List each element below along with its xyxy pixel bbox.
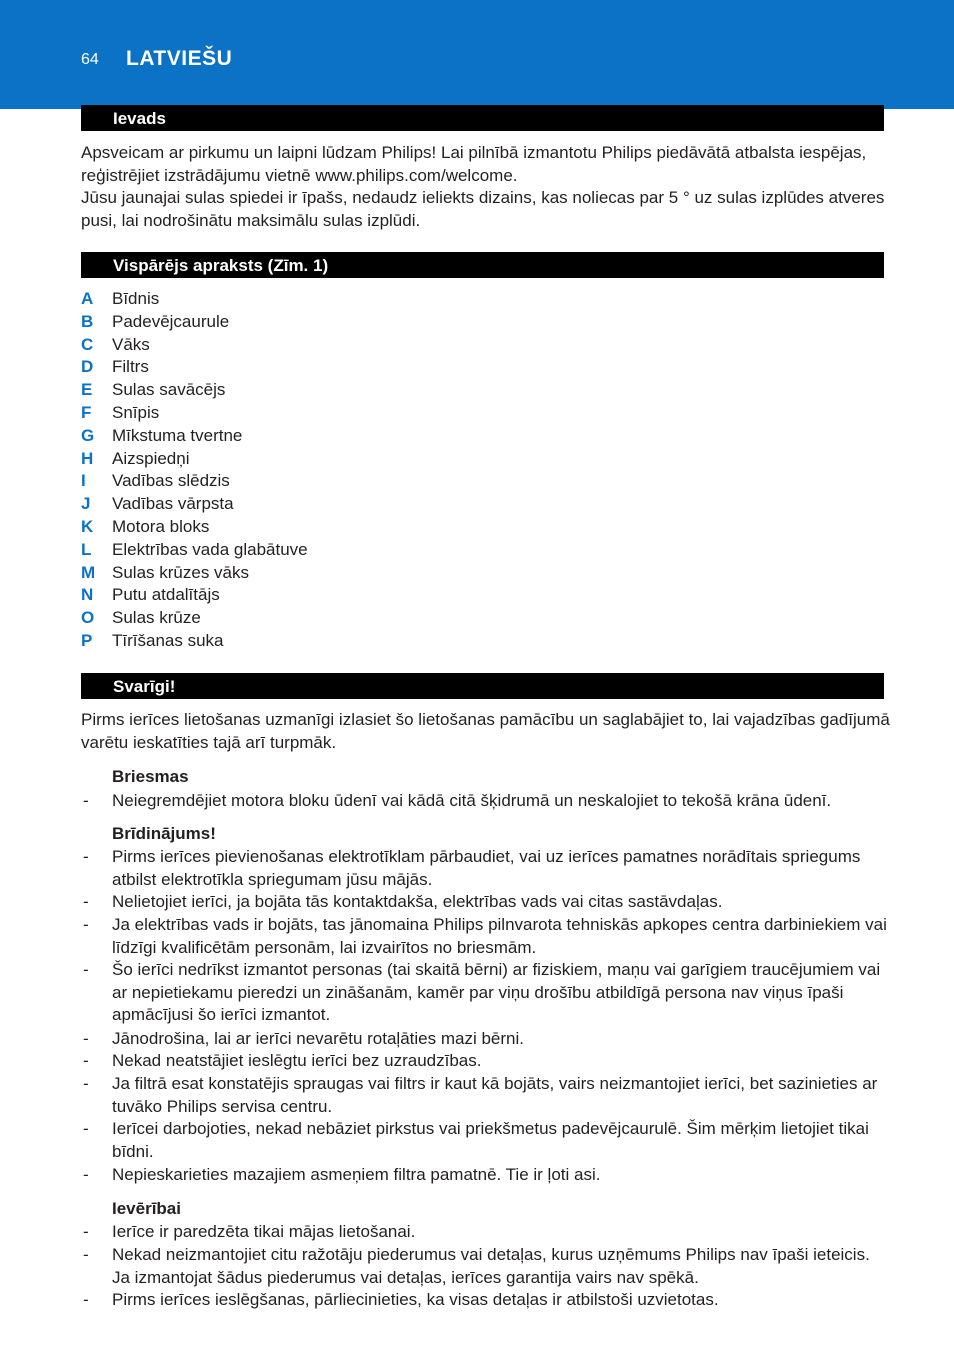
bullet-text: Ierīcei darbojoties, nekad nebāziet pirkstus vai priekšmetus padevējcaurulē. Šim mērķim lietojiet tikai bīdni. <box>112 1119 869 1161</box>
parts-list <box>81 288 481 653</box>
part-name: Putu atdalītājs <box>112 585 220 605</box>
bullet-text: Nepieskarieties mazajiem asmeņiem filtra pamatnē. Tie ir ļoti asi. <box>112 1165 601 1184</box>
part-name: Sulas krūzes vāks <box>112 562 249 582</box>
dash: - <box>83 1029 89 1048</box>
list-item <box>81 1118 891 1163</box>
bullet-text: Pirms ierīces ieslēgšanas, pārliecinieties, ka visas detaļas ir atbilstoši uzvietotas. <box>112 1290 719 1309</box>
dash: - <box>83 1165 89 1184</box>
list-item <box>81 402 481 425</box>
part-letter: A <box>81 289 94 308</box>
part-name: Filtrs <box>112 357 149 377</box>
bullet-text: Jānodrošina, lai ar ierīci nevarētu rotaļāties mazi bērni. <box>112 1029 524 1048</box>
list-item <box>81 493 481 516</box>
part-letter: G <box>81 425 95 445</box>
list-item <box>81 1221 891 1244</box>
part-letter: M <box>81 562 96 582</box>
part-name: Elektrības vada glabātuve <box>112 539 308 559</box>
list-item <box>81 562 481 585</box>
list-item <box>81 607 481 630</box>
warning-heading: Brīdinājums! <box>112 824 216 843</box>
intro-paragraph-2: Jūsu jaunajai sulas spiedei ir īpašs, nedaudz ieliekts dizains, kas noliecas par 5 ° uz sulas izplūdes atveres pusi, lai nodrošinātu maksimālu sulas izplūdi. <box>81 188 885 230</box>
bullet-text: Ja elektrības vads ir bojāts, tas jānomaina Philips pilnvarota tehniskās apkopes centra darbiniekiem vai līdzīgi kvalificētām personām, lai izvairītos no briesmām. <box>112 915 887 957</box>
section-title: Ievads <box>113 109 166 128</box>
dash: - <box>83 960 89 979</box>
part-name: Tīrīšanas suka <box>112 630 224 650</box>
bullet-text: Nekad neizmantojiet citu ražotāju piederumus vai detaļas, kurus uzņēmums Philips nav īpaši ieteicis. Ja izmantojat šādus piederumus vai detaļas, ierīces garantija vairs nav spēkā. <box>112 1245 870 1287</box>
dash: - <box>83 847 89 866</box>
dash: - <box>83 1074 89 1093</box>
list-item <box>81 1164 891 1187</box>
section-header-general <box>81 252 884 278</box>
part-name: Vāks <box>112 334 150 354</box>
list-item <box>81 288 481 311</box>
part-letter: I <box>81 471 86 491</box>
dash: - <box>83 1290 89 1309</box>
list-item <box>81 379 481 402</box>
list-item <box>81 1050 891 1073</box>
part-letter: K <box>81 516 94 536</box>
section-title: Svarīgi! <box>113 677 176 696</box>
list-item <box>81 516 481 539</box>
page-number: 64 <box>81 51 99 68</box>
bullet-text: Neiegremdējiet motora bloku ūdenī vai kādā citā šķidrumā un neskalojiet to tekošā krāna ūdenī. <box>112 791 832 810</box>
list-item <box>81 790 891 813</box>
bullet-text: Nekad neatstājiet ieslēgtu ierīci bez uzraudzības. <box>112 1051 482 1070</box>
part-letter: E <box>81 380 93 400</box>
list-item <box>81 891 891 914</box>
caution-heading: Ievērībai <box>112 1199 181 1218</box>
list-item <box>81 334 481 357</box>
intro-paragraph-1: Apsveicam ar pirkumu un laipni lūdzam Philips! Lai pilnībā izmantotu Philips piedāvātā atbalsta iespējas, reģistrējiet izstrādājumu vietnē www.philips.com/welcome. <box>81 143 867 185</box>
list-item <box>81 539 481 562</box>
part-letter: O <box>81 608 95 628</box>
part-name: Vadības vārpsta <box>112 494 234 514</box>
list-item <box>81 584 481 607</box>
list-item <box>81 1028 891 1051</box>
part-name: Vadības slēdzis <box>112 471 230 491</box>
part-letter: H <box>81 448 94 468</box>
part-name: Snīpis <box>112 402 160 422</box>
list-item <box>81 1073 891 1118</box>
bullet-text: Pirms ierīces pievienošanas elektrotīklam pārbaudiet, vai uz ierīces pamatnes norādītais spriegums atbilst elektrotīkla spriegumam jūsu mājās. <box>112 847 861 889</box>
list-item <box>81 914 891 959</box>
dash: - <box>83 1119 89 1138</box>
list-item <box>81 1244 891 1289</box>
part-letter: B <box>81 311 94 331</box>
list-item <box>81 311 481 334</box>
part-letter: L <box>81 539 92 559</box>
language-title: LATVIEŠU <box>126 47 233 70</box>
dash: - <box>83 791 89 810</box>
section-header-intro <box>81 105 884 131</box>
bullet-text: Ja filtrā esat konstatējis spraugas vai filtrs ir kaut kā bojāts, vairs neizmantojiet ierīci, bet sazinieties ar tuvāko Philips servisa centru. <box>112 1074 878 1116</box>
part-name: Padevējcaurule <box>112 311 230 331</box>
part-name: Sulas krūze <box>112 608 201 628</box>
dash: - <box>83 915 89 934</box>
dash: - <box>83 892 89 911</box>
bullet-text: Nelietojiet ierīci, ja bojāta tās kontaktdakša, elektrības vads vai citas sastāvdaļas. <box>112 892 723 911</box>
part-name: Bīdnis <box>112 289 160 308</box>
part-letter: N <box>81 585 94 605</box>
part-letter: J <box>81 494 91 514</box>
part-name: Mīkstuma tvertne <box>112 425 243 445</box>
dash: - <box>83 1222 89 1241</box>
list-item <box>81 448 481 471</box>
danger-heading: Briesmas <box>112 767 189 786</box>
bullet-text: Šo ierīci nedrīkst izmantot personas (tai skaitā bērni) ar fiziskiem, maņu vai garīgiem traucējumiem vai ar nepietiekamu pieredzi un zināšanām, kamēr par viņu drošību atbildīgā persona nav viņus īpaši apmācījusi šo ierīci izmantot. <box>112 960 881 1024</box>
part-letter: C <box>81 334 94 354</box>
list-item <box>81 959 891 1027</box>
bullet-text: Ierīce ir paredzēta tikai mājas lietošanai. <box>112 1222 416 1241</box>
part-name: Sulas savācējs <box>112 380 226 400</box>
part-letter: P <box>81 630 93 650</box>
list-item <box>81 356 481 379</box>
section-title: Vispārējs apraksts (Zīm. 1) <box>113 256 329 275</box>
section-header-important <box>81 673 884 699</box>
list-item <box>81 1289 891 1312</box>
header-bar <box>0 0 954 109</box>
list-item <box>81 630 481 653</box>
part-name: Motora bloks <box>112 516 210 536</box>
dash: - <box>83 1051 89 1070</box>
important-intro: Pirms ierīces lietošanas uzmanīgi izlasiet šo lietošanas pamācību un saglabājiet to, lai vajadzības gadījumā varētu ieskatīties tajā arī turpmāk. <box>81 710 890 752</box>
part-name: Aizspiedņi <box>112 448 190 468</box>
dash: - <box>83 1245 89 1264</box>
list-item <box>81 425 481 448</box>
part-letter: F <box>81 402 92 422</box>
list-item <box>81 846 891 891</box>
part-letter: D <box>81 357 94 377</box>
list-item <box>81 470 481 493</box>
